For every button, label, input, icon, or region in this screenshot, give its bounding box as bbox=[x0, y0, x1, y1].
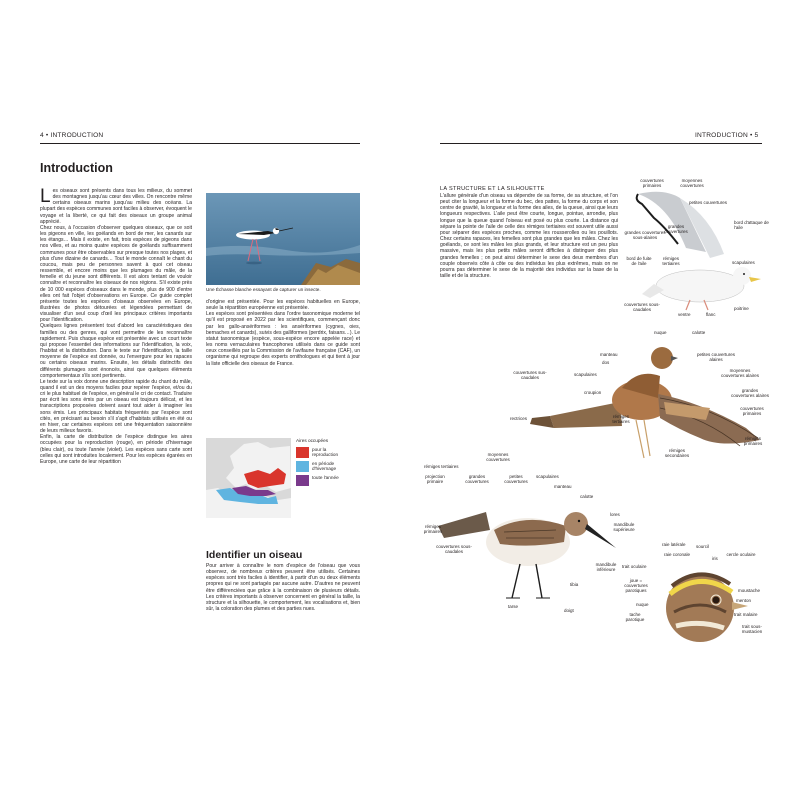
intro-paragraph: Chez nous, à l'occasion d'observer quelques oiseaux, que ce soit les pigeons en ville, les goélands en bord de mer, les canards sur les étangs… Mais il existe, en fait, trois espèces de pigeons dans nos villes, et au moins quatre espèces de goélands suffisamment communes pour être observables sur presque toutes nos plages, et plus d'une dizaine de canards… Tout le monde connaît le chant du coucou, mais peu de personnes savent à quoi cet oiseau ressemble, et encore moins que les plumages du mâle, de la femelle et du jeune sont différents. Il est alors tentant de vouloir connaître et reconnaître les oiseaux de nos régions. S'il existe près de 10 000 espèces d'oiseaux dans le monde, plus de 900 d'entre elles ont fait l'objet d'observations en Europe. Ce guide complet présente toutes les espèces d'oiseaux observées en Europe, illustrées de photos détourées et légendées permettant de visualiser d'un seul coup d'œil les principaux critères importants pour l'identification. bbox=[40, 224, 192, 324]
sandpiper-label: tarse bbox=[508, 604, 519, 609]
bunting-label: petites couvertures alaires bbox=[696, 352, 736, 363]
bunting-label: rectrices bbox=[510, 416, 528, 421]
right-header-rule bbox=[440, 143, 762, 144]
gull-label: bord de fuite de l'aile bbox=[626, 256, 652, 267]
sandpiper-label: moyennes couvertures bbox=[486, 452, 510, 463]
head-label: joue = couvertures parotiques bbox=[624, 578, 648, 594]
bunting-label: rémiges tertiaires bbox=[612, 414, 630, 425]
sandpiper-label: tibia bbox=[570, 582, 579, 587]
head-label: sourcil bbox=[696, 544, 710, 549]
gull-label: flanc bbox=[706, 312, 716, 317]
resident-swatch bbox=[296, 475, 309, 486]
sandpiper-label: scapulaires bbox=[536, 474, 559, 479]
intro-paragraph: Enfin, la carte de distribution de l'espèce distingue les aires occupées pour la reproduction (rouge), en période d'hivernage (bleu clair), ou toute l'année (violet). Les espèces sans carte sont celles qui sont introduites localement. Pour les espèces égarées en Europe, une carte de leur répartition bbox=[40, 434, 192, 465]
sandpiper-label: grandes couvertures bbox=[465, 474, 489, 485]
left-header-rule bbox=[40, 143, 360, 144]
bunting-label: nuque bbox=[654, 330, 667, 335]
head-label: moustache bbox=[738, 588, 761, 593]
bunting-label: manteau bbox=[600, 352, 618, 357]
intro-paragraph: es oiseaux sont présents dans tous les milieux, du sommet des montagnes jusqu'au cœur des villes. On rencontre même certains oiseaux marins jusqu'au milieu des océans. La plupart des espèces communes sont faciles à observer, évoquent le voyage et la liberté, ce qui fait des oiseaux un groupe animal apprécié. bbox=[40, 188, 192, 225]
legend-item-breeding bbox=[296, 447, 362, 458]
intro-paragraph: Les espèces sont présentées dans l'ordre taxonomique moderne tel qu'il est proposé en 2022 par les scientifiques, commençant donc par les gallo-ansériformes : les ansériformes (cygnes, oies, bernaches et canards), suivis des galliformes (perdrix, faisans…). Le statut taxonomique (espèce, sous-espèce encore appelée race) et les noms vernaculaires francophones utilisés dans ce guide sont ceux conseillés par la Commission de l'avifaune française (CAF), un organisme qui regroupe des experts ornithologues et qui tient à jour la liste officielle des oiseaux de France. bbox=[206, 311, 360, 367]
intro-paragraph: Quelques lignes présentent tout d'abord les caractéristiques des familles ou des genres, qui vont permettre de les reconnaître rapidement. Puis chaque espèce est présentée avec un court texte qui propose l'essentiel des informations sur l'identification, la voix, l'habitat et la distribution. Dans le texte sur l'identification, la taille moyenne de l'espèce est donnée, ou l'envergure pour les rapaces ou certains oiseaux marins. Ensuite, les détails distinctifs des différents plumages sont énoncés, ainsi que quelques éléments comportementaux s'ils sont pertinents. bbox=[40, 323, 192, 379]
intro-column-1 bbox=[40, 188, 192, 465]
head-label: cercle oculaire bbox=[726, 552, 756, 557]
sandpiper-label: calotte bbox=[580, 494, 594, 499]
intro-paragraph: Le texte sur la voix donne une description rapide du chant du mâle, quand il est un des moyens faciles pour repérer l'espèce, et/ou du cri le plus habituel de l'espèce, en général le cri de contact. Traduire par écrit les sons émis par un oiseau est toujours délicat, et les transcriptions proposées doivent avant tout aider à imaginer les sons émis. Les principaux habitats fréquentés par l'espèce sont cités, en précisant au besoin s'il s'agit d'habitats utilisés en été ou en hiver, car certaines espèces ont une fréquentation saisonnière de leurs milieux favoris. bbox=[40, 378, 192, 435]
gull-label: moyennes couvertures bbox=[680, 178, 704, 189]
legend-label: pour la reproduction bbox=[312, 446, 339, 458]
gull-label: poitrine bbox=[734, 306, 749, 311]
wintering-swatch bbox=[296, 461, 309, 472]
stilt-photo bbox=[206, 193, 360, 285]
head-label: nuque bbox=[636, 602, 649, 607]
sandpiper-label: projection primaire bbox=[425, 474, 445, 485]
gull-illustration bbox=[620, 178, 770, 323]
gull-label: scapulaires bbox=[732, 260, 755, 265]
legend-label: toute l'année bbox=[312, 474, 339, 480]
sandpiper-label: doigt bbox=[564, 608, 574, 613]
bunting-label: rémiges secondaires bbox=[664, 448, 690, 459]
map-legend bbox=[296, 438, 362, 486]
sandpiper-label: mandibule inférieure bbox=[595, 562, 617, 573]
legend-item-resident bbox=[296, 475, 362, 486]
gull-label: grandes couvertures bbox=[664, 224, 688, 235]
bunting-label: calotte bbox=[692, 330, 706, 335]
gull-label: couvertures sous-caudales bbox=[624, 302, 660, 313]
legend-label: en période d'hivernage bbox=[312, 460, 337, 472]
intro-paragraph: d'origine est présentée. Pour les espèces habituelles en Europe, seule la répartition européenne est présentée. bbox=[206, 299, 360, 312]
intro-column-2 bbox=[206, 299, 360, 367]
head-illustration bbox=[608, 540, 772, 650]
head-label: tache parotique bbox=[625, 612, 645, 623]
bunting-label: couvertures sus-caudales bbox=[513, 370, 547, 381]
gull-label: ventre bbox=[678, 312, 691, 317]
breeding-swatch bbox=[296, 447, 309, 458]
intro-paragraph: Pour arriver à connaître le nom d'espèce de l'oiseau que vous observez, de nombreux critères peuvent être utilisés. Certaines espèces sont très faciles à identifier, à partir d'un ou deux éléments propres qui ne sont partagés par aucune autre. D'autres ne peuvent être différenciées que grâce à la combinaison de plusieurs détails. Les critères importants à observer concernent en général la taille, la structure et la silhouette, le comportement, les vocalisations et, bien sûr, la coloration des plumes et des parties nues. bbox=[206, 563, 360, 613]
dropcap-letter: L bbox=[40, 186, 51, 207]
section-subtitle: Identifier un oiseau bbox=[206, 549, 303, 561]
sandpiper-label: couvertures sous-caudales bbox=[436, 544, 472, 555]
bunting-label: dos bbox=[602, 360, 610, 365]
head-label: trait malaire bbox=[734, 612, 758, 617]
head-label: menton bbox=[736, 598, 752, 603]
bunting-label: rémiges primaires bbox=[743, 436, 763, 447]
distribution-map bbox=[206, 438, 291, 518]
sandpiper-label: petites couvertures bbox=[504, 474, 528, 485]
identify-paragraph bbox=[206, 563, 360, 612]
bunting-label: croupion bbox=[584, 390, 602, 395]
gull-label: rémiges tertiaires bbox=[662, 256, 680, 267]
gull-label: grandes couvertures sous-alaires bbox=[624, 230, 666, 241]
bunting-label: grandes couvertures alaires bbox=[730, 388, 770, 399]
gull-label: couvertures primaires bbox=[640, 178, 664, 189]
head-label: raie coronale bbox=[664, 552, 691, 557]
head-label: iris bbox=[712, 556, 718, 561]
bunting-label: scapulaires bbox=[574, 372, 597, 377]
legend-item-wintering bbox=[296, 461, 362, 472]
head-label: trait oculaire bbox=[622, 564, 647, 569]
page-title: Introduction bbox=[40, 161, 113, 175]
bunting-label: couvertures primaires bbox=[740, 406, 764, 417]
sandpiper-label: manteau bbox=[554, 484, 572, 489]
right-running-head: INTRODUCTION • 5 bbox=[695, 132, 759, 139]
map-legend-title: Aires occupées bbox=[296, 438, 329, 443]
sandpiper-label: rémiges tertiaires bbox=[424, 464, 459, 469]
photo-caption: Une Échasse blanche essayant de capturer un insecte. bbox=[206, 287, 321, 292]
head-label: raie latérale bbox=[662, 542, 686, 547]
left-running-head: 4 • INTRODUCTION bbox=[40, 132, 104, 139]
gull-label: bord d'attaque de l'aile bbox=[734, 220, 769, 231]
sandpiper-label: lores bbox=[610, 512, 620, 517]
structure-text: L'allure générale d'un oiseau va dépendre de sa forme, de sa structure, et l'on peut citer la longueur et la forme du bec, des pattes, la forme du corps et son centre de gravité, la longueur et la forme des ailes, de la queue, ainsi que leurs longueurs respectives. L'aile peut être courte, longue, pointue, arrondie, plus longue que la queue quand l'oiseau est posé ou plus courte. La distance qui sépare la pointe de l'aile de celle des rémiges tertiaires est souvent utile aussi pour séparer des espèces proches, comme les rousserolles ou les pouillots. Chez certains rapaces, les femelles sont plus grandes que les mâles. Chez les goélands, ce sont les mâles les plus grands, et leur structure est un peu plus massive, mais les plus petits mâles seront difficiles à distinguer des plus grandes femelles ; on peut ainsi déterminer le sexe des deux membres d'un couple observés côte à côte ou des individus les plus extrêmes, mais on ne pourra pas déterminer le sexe de la majorité des individus sur la base de la taille et de la structure. bbox=[440, 193, 618, 280]
sandpiper-label: mandibule supérieure bbox=[613, 522, 635, 533]
gull-label: petites couvertures bbox=[688, 200, 728, 205]
structure-paragraph bbox=[440, 193, 618, 279]
head-label: trait sous-mustacien bbox=[741, 624, 763, 635]
bunting-label: moyennes couvertures alaires bbox=[720, 368, 760, 379]
structure-section-title: LA STRUCTURE ET LA SILHOUETTE bbox=[440, 186, 545, 192]
sandpiper-label: rémiges primaires bbox=[423, 524, 443, 535]
